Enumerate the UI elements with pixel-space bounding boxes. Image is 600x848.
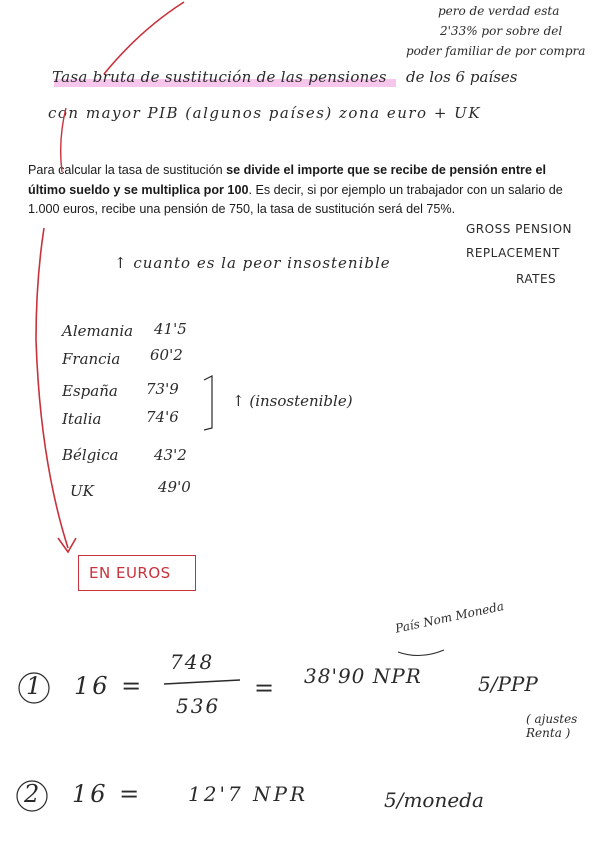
equation-2-lhs: 16 = — [72, 780, 143, 808]
equation-1-note-top: País Nom Moneda — [394, 599, 506, 636]
side-note-line-3: RATES — [516, 272, 557, 286]
heading-line-2: con mayor PIB (algunos países) zona euro + UK — [48, 104, 482, 122]
heading-line-1-rest: de los 6 países — [406, 68, 518, 86]
country-value: 74'6 — [146, 408, 179, 426]
country-name: Bélgica — [62, 446, 119, 464]
paragraph-bold-segment: se divide el importe que se recibe de pensión entre el último sueldo y se multiplica por 100 — [28, 163, 546, 197]
equation-1-circle — [19, 673, 49, 703]
bracket — [204, 376, 212, 430]
country-value: 49'0 — [158, 478, 191, 496]
country-name: Italia — [62, 410, 102, 428]
note-top-underline — [398, 650, 444, 656]
equation-1-note-side: ( ajustes Renta ) — [526, 712, 578, 740]
equation-2-result: 12'7 NPR — [188, 782, 309, 806]
paragraph-segment-1: Para calcular la tasa de sustitución — [28, 163, 227, 177]
side-note-line-1: GROSS PENSION — [466, 222, 573, 236]
country-value: 41'5 — [154, 320, 187, 338]
country-name: UK — [70, 482, 94, 500]
subheading: ↑ cuanto es la peor insostenible — [114, 254, 391, 272]
heading-line-1-highlighted: Tasa bruta de sustitución de las pensiones — [52, 68, 387, 86]
equation-1-number: 1 — [26, 672, 42, 700]
equation-1-denominator: 536 — [176, 694, 221, 718]
en-euros-label: EN EUROS — [89, 564, 171, 582]
red-arrow-top — [104, 2, 184, 74]
country-value: 73'9 — [146, 380, 179, 398]
equation-2-number: 2 — [24, 780, 40, 808]
country-value: 60'2 — [150, 346, 183, 364]
top-note-line-2: 2'33% por sobre del — [440, 24, 563, 38]
red-arrow-long — [36, 228, 68, 548]
equation-1-per: 5/PPP — [478, 672, 538, 696]
country-value: 43'2 — [154, 446, 187, 464]
top-note-line-1: pero de verdad esta — [438, 4, 560, 18]
equation-2-circle — [17, 781, 47, 811]
equation-1-equals: = — [254, 674, 275, 702]
equation-1-numerator: 748 — [170, 650, 215, 674]
top-note-line-3: poder familiar de por compra — [406, 44, 586, 58]
bracket-note: ↑ (insostenible) — [232, 392, 353, 410]
fraction-bar — [164, 680, 240, 684]
paragraph-segment-3: . Es decir, si por ejemplo un trabajador con un salario de 1.000 euros, recibe una pensión de 750, la tasa de sustitución será del 75%. — [28, 182, 563, 216]
country-name: Francia — [62, 350, 121, 368]
country-name: Alemania — [62, 322, 134, 340]
country-name: España — [62, 382, 118, 400]
side-note-line-2: REPLACEMENT — [466, 246, 560, 260]
equation-1-lhs: 16 = — [74, 672, 145, 700]
equation-1-result: 38'90 NPR — [304, 664, 422, 688]
equation-2-per: 5/moneda — [384, 788, 484, 812]
red-arrow-mid — [61, 108, 66, 172]
